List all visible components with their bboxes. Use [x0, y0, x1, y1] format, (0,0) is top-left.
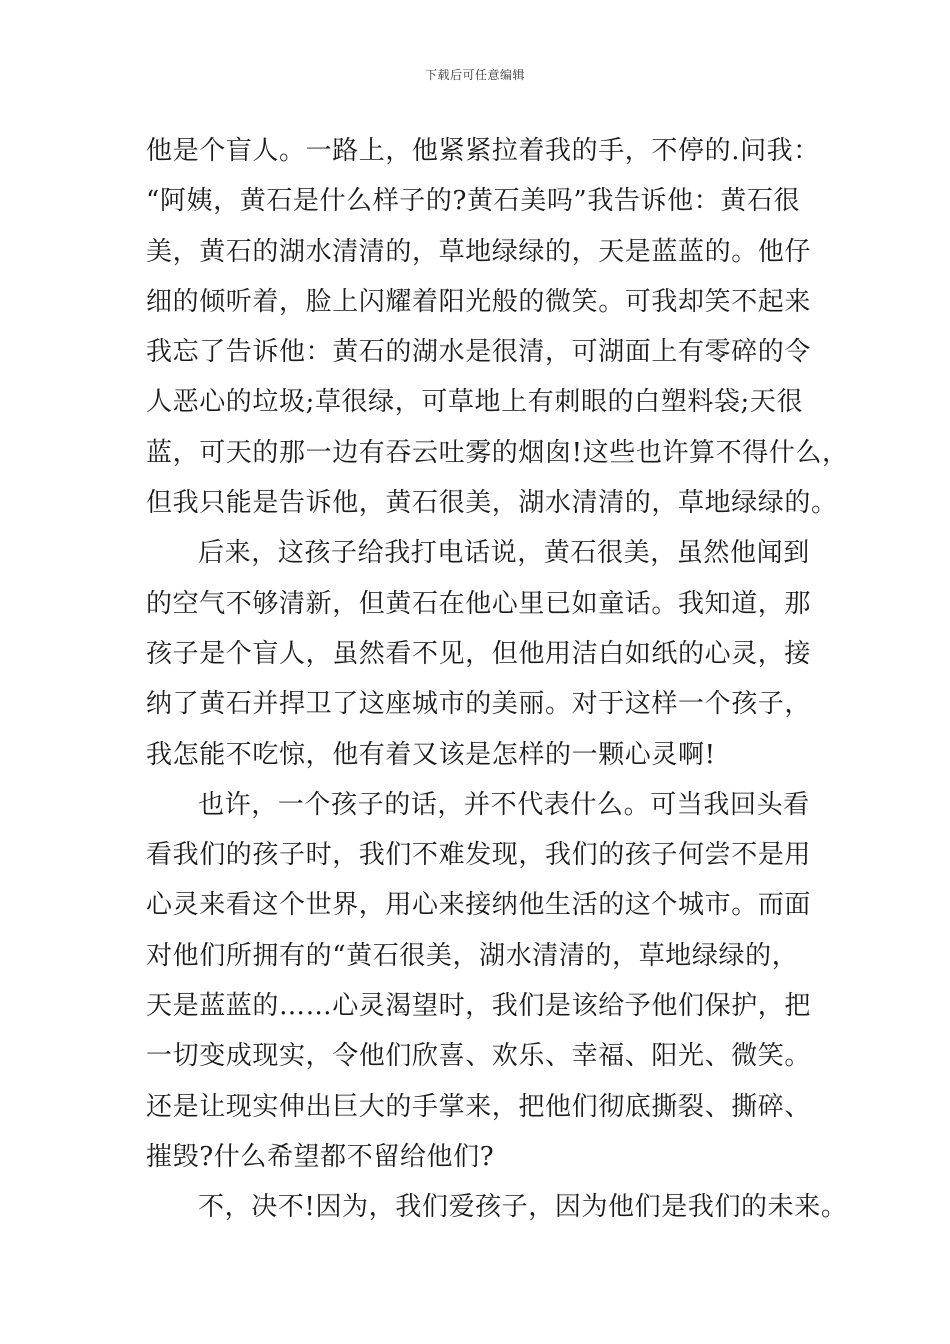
text-line: 细的倾听着，脸上闪耀着阳光般的微笑。可我却笑不起来 — [146, 286, 812, 317]
text-line: 我忘了告诉他：黄石的湖水是很清，可湖面上有零碎的令 — [146, 337, 812, 368]
text-line: 看我们的孩子时，我们不难发现，我们的孩子何尝不是用 — [146, 840, 812, 871]
text-line: 对他们所拥有的“黄石很美，湖水清清的，草地绿绿的， — [146, 940, 799, 971]
text-line: 还是让现实伸出巨大的手掌来，把他们彻底撕裂、撕碎、 — [146, 1091, 812, 1122]
text-line: 孩子是个盲人，虽然看不见，但他用洁白如纸的心灵，接 — [146, 638, 812, 669]
text-line: 但我只能是告诉他，黄石很美，湖水清清的，草地绿绿的。 — [146, 488, 838, 519]
paragraph-start-line: 也许，一个孩子的话，并不代表什么。可当我回头看 — [198, 789, 810, 820]
text-line: “阿姨，黄石是什么样子的?黄石美吗”我告诉他：黄石很 — [146, 186, 801, 217]
text-line: 心灵来看这个世界，用心来接纳他生活的这个城市。而面 — [146, 890, 812, 921]
text-line: 我怎能不吃惊，他有着又该是怎样的一颗心灵啊! — [146, 739, 716, 770]
text-line: 蓝，可天的那一边有吞云吐雾的烟囱!这些也许算不得什么， — [146, 437, 849, 468]
text-line: 人恶心的垃圾;草很绿，可草地上有刺眼的白塑料袋;天很 — [146, 387, 804, 418]
text-line: 一切变成现实，令他们欣喜、欢乐、幸福、阳光、微笑。 — [146, 1041, 812, 1072]
body-text — [146, 126, 849, 1233]
text-line: 纳了黄石并捍卫了这座城市的美丽。对于这样一个孩子， — [146, 689, 812, 720]
text-line: 的空气不够清新，但黄石在他心里已如童话。我知道，那 — [146, 588, 812, 619]
paragraph-start-line: 后来，这孩子给我打电话说，黄石很美，虽然他闻到 — [198, 538, 810, 569]
paragraph-start-line: 不，决不!因为，我们爱孩子，因为他们是我们的未来。 — [198, 1192, 848, 1223]
text-line: 他是个盲人。一路上，他紧紧拉着我的手，不停的.问我： — [146, 136, 820, 166]
text-line: 摧毁?什么希望都不留给他们? — [146, 1141, 495, 1172]
text-line: 天是蓝蓝的……心灵渴望时，我们是该给予他们保护，把 — [146, 991, 812, 1022]
text-line: 美，黄石的湖水清清的，草地绿绿的，天是蓝蓝的。他仔 — [146, 236, 812, 267]
page-header: 下载后可任意编辑 — [424, 68, 525, 82]
